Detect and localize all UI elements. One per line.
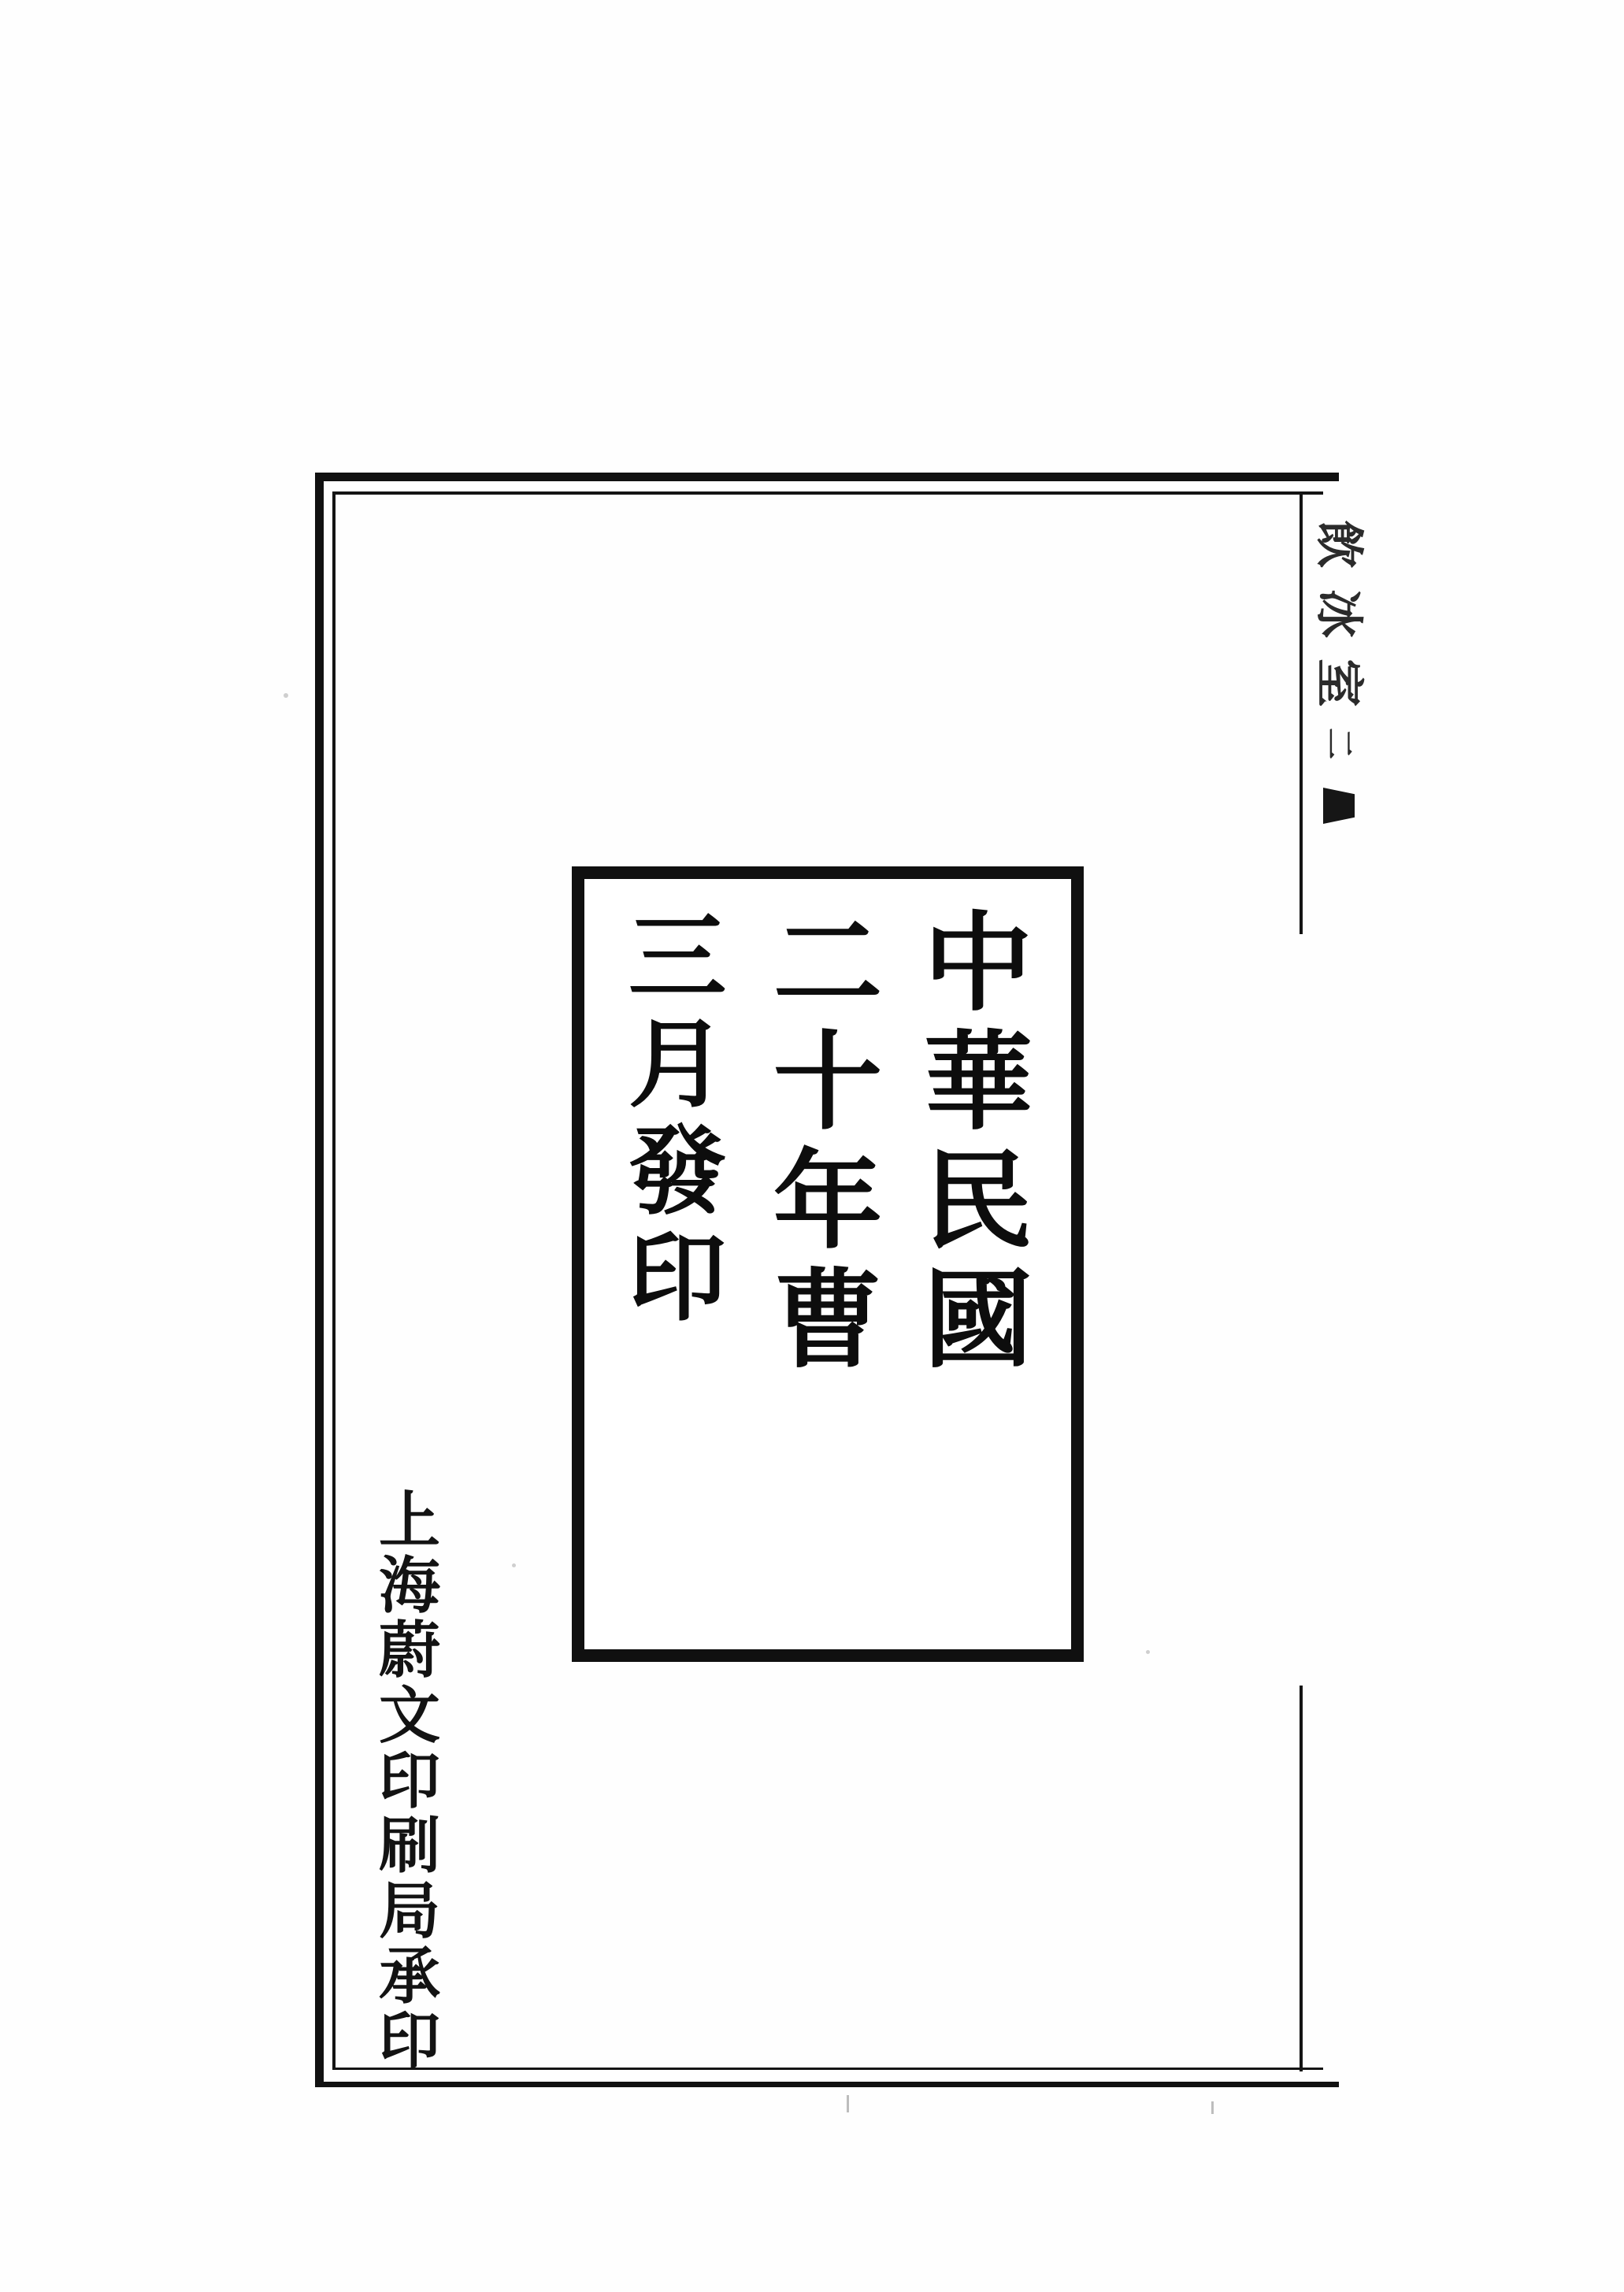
spine-glyph-4: 二 — [1321, 728, 1357, 759]
imprint-char: 文 — [378, 1680, 440, 1752]
imprint-char: 局 — [378, 1875, 440, 1948]
seal-column-3 — [605, 900, 749, 1335]
printer-imprint-column — [358, 1485, 461, 2078]
seal-char: 年 — [773, 1137, 883, 1264]
seal-char: 三 — [628, 900, 726, 1014]
seal-column-1 — [907, 900, 1051, 1383]
spine-marginalia-column — [1292, 520, 1386, 992]
seal-char: 印 — [628, 1221, 726, 1335]
title-seal-block — [572, 866, 1084, 1662]
spine-glyph-1: 飲 — [1310, 519, 1368, 569]
imprint-char: 刷 — [378, 1810, 440, 1882]
seal-char: 民 — [923, 1137, 1033, 1264]
seal-char: 二 — [773, 900, 883, 1026]
seal-char: 華 — [923, 1018, 1033, 1145]
imprint-char: 印 — [378, 2005, 440, 2078]
seal-column-2 — [755, 900, 899, 1383]
seal-char: 十 — [773, 1018, 883, 1145]
spine-glyph-2: 冰 — [1310, 588, 1368, 639]
imprint-char: 承 — [378, 1940, 440, 2012]
imprint-char: 上 — [378, 1485, 440, 1556]
seal-char: 國 — [923, 1256, 1033, 1383]
spine-glyph-3: 室 — [1310, 658, 1368, 708]
imprint-char: 印 — [378, 1745, 440, 1817]
seal-char: 發 — [628, 1114, 726, 1228]
imprint-char: 蔚 — [378, 1615, 440, 1687]
scan-speckle — [512, 1563, 516, 1567]
seal-grid — [584, 879, 1071, 1649]
scan-speckle — [1146, 1650, 1150, 1654]
seal-char: 中 — [923, 900, 1033, 1026]
fold-tick — [847, 2095, 849, 2112]
seal-char: 月 — [628, 1007, 726, 1121]
seal-char: 曹 — [773, 1256, 883, 1383]
fold-tick — [1211, 2101, 1214, 2114]
scan-speckle — [284, 693, 288, 698]
frame-right-rule-lower — [1300, 1686, 1303, 2071]
imprint-char: 海 — [378, 1549, 440, 1622]
wedge-mark-icon — [1323, 788, 1355, 824]
